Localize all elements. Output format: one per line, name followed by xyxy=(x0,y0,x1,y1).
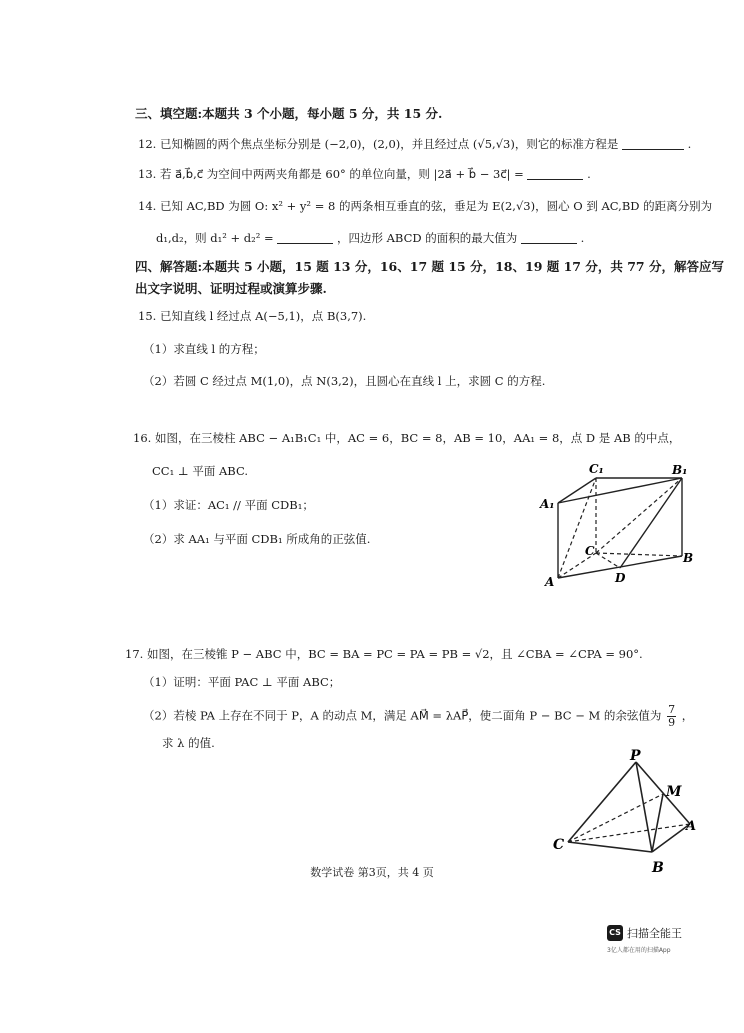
segment-c-b1 xyxy=(596,478,682,553)
edge-c-a xyxy=(568,824,690,842)
label-c: C xyxy=(553,837,565,853)
label-a: A xyxy=(686,819,696,834)
question-15-part-1: （1）求直线 l 的方程； xyxy=(143,342,265,356)
scanner-watermark xyxy=(607,922,682,954)
question-16-stem-2: CC₁ ⊥ 平面 ABC. xyxy=(152,464,249,478)
section-4-heading-line-1: 四、解答题:本题共 5 小题，15 题 13 分，16、17 题 15 分，18、19 题 17 分，共 77 分，解答应写 xyxy=(135,259,724,274)
watermark-app-name: 扫描全能王 xyxy=(627,926,682,940)
question-13 xyxy=(138,166,591,182)
camscanner-logo-icon: CS xyxy=(607,925,623,941)
question-13-end: . xyxy=(587,167,591,181)
question-14-line-1: 14. 已知 AC,BD 为圆 O: x² + y² = 8 的两条相互垂直的弦，垂足为 E(2,√3)，圆心 O 到 AC,BD 的距离分别为 xyxy=(138,199,713,213)
label-p: P xyxy=(630,748,641,764)
label-m: M xyxy=(666,784,682,800)
label-b1: B₁ xyxy=(672,463,688,477)
label-c: C xyxy=(585,544,595,558)
question-17-part-1: （1）证明：平面 PAC ⊥ 平面 ABC； xyxy=(143,675,341,689)
label-b: B xyxy=(683,551,694,565)
segment-c-d xyxy=(596,553,620,568)
question-16-part-1: （1）求证：AC₁ // 平面 CDB₁； xyxy=(143,498,314,512)
edge-p-a xyxy=(636,762,690,824)
segment-m-b xyxy=(652,794,663,852)
segment-d-b1 xyxy=(620,478,682,568)
question-15-part-2: （2）若圆 C 经过点 M(1,0)，点 N(3,2)，且圆心在直线 l 上，求圆 C 的方程. xyxy=(143,374,546,388)
question-14-line-2 xyxy=(156,230,584,246)
answer-blank xyxy=(277,231,333,244)
prism-figure xyxy=(536,458,696,590)
label-d: D xyxy=(615,571,626,585)
question-17-part-2-text: （2）若棱 PA 上存在不同于 P，A 的动点 M，满足 AM⃗ = λAP⃗，使二面角 P − BC − M 的余弦值为 xyxy=(143,708,662,723)
question-12-end: . xyxy=(687,137,692,151)
edge-c-b xyxy=(596,553,682,556)
question-13-text: 13. 若 a⃗,b⃗,c⃗ 为空间中两两夹角都是 60° 的单位向量，则 |2a⃗ + b⃗ − 3c⃗| = xyxy=(138,167,524,181)
watermark-tagline: 3亿人都在用的扫描App xyxy=(607,947,671,954)
label-a: A xyxy=(545,575,555,589)
pyramid-figure xyxy=(548,748,696,876)
edge-p-c xyxy=(568,762,636,842)
section-4-heading-line-2: 出文字说明、证明过程或演算步骤. xyxy=(135,281,327,296)
answer-blank xyxy=(521,231,577,244)
page-footer: 数学试卷 第3页，共 4 页 xyxy=(310,866,434,879)
question-14-part-a: d₁,d₂，则 d₁² + d₂² = xyxy=(156,231,274,245)
fraction-numerator: 7 xyxy=(668,703,676,716)
answer-blank xyxy=(527,167,583,180)
section-3-heading: 三、填空题:本题共 3 个小题，每小题 5 分，共 15 分. xyxy=(135,106,443,121)
question-15-stem: 15. 已知直线 l 经过点 A(−5,1)，点 B(3,7). xyxy=(138,309,367,323)
question-17-part-2 xyxy=(143,704,693,729)
label-c1: C₁ xyxy=(589,462,604,476)
question-12-text: 12. 已知椭圆的两个焦点坐标分别是 (−2,0)，(2,0)，并且经过点 (√5,√3)，则它的标准方程是 xyxy=(138,137,619,151)
question-16-stem-1: 16. 如图，在三棱柱 ABC − A₁B₁C₁ 中，AC = 6，BC = 8，AB = 10，AA₁ = 8，点 D 是 AB 的中点， xyxy=(133,431,681,445)
segment-a-c1 xyxy=(558,478,596,578)
question-17-stem: 17. 如图，在三棱锥 P − ABC 中，BC = BA = PC = PA = PB = √2，且 ∠CBA = ∠CPA = 90°. xyxy=(125,647,643,661)
question-12 xyxy=(138,136,691,152)
label-b: B xyxy=(652,860,664,876)
question-17-part-2-line-2: 求 λ 的值. xyxy=(162,736,215,750)
answer-blank xyxy=(622,137,684,150)
edge-c-b xyxy=(568,842,652,852)
label-a1: A₁ xyxy=(540,497,555,511)
fraction-denominator: 9 xyxy=(668,716,676,729)
fraction-seven-ninths xyxy=(667,704,676,729)
question-17-part-2-end: ， xyxy=(681,708,694,723)
edge-b-a xyxy=(652,824,690,852)
question-14-part-b: ，四边形 ABCD 的面积的最大值为 xyxy=(336,231,518,245)
question-16-part-2: （2）求 AA₁ 与平面 CDB₁ 所成角的正弦值. xyxy=(143,532,371,546)
question-14-end: . xyxy=(580,231,585,245)
